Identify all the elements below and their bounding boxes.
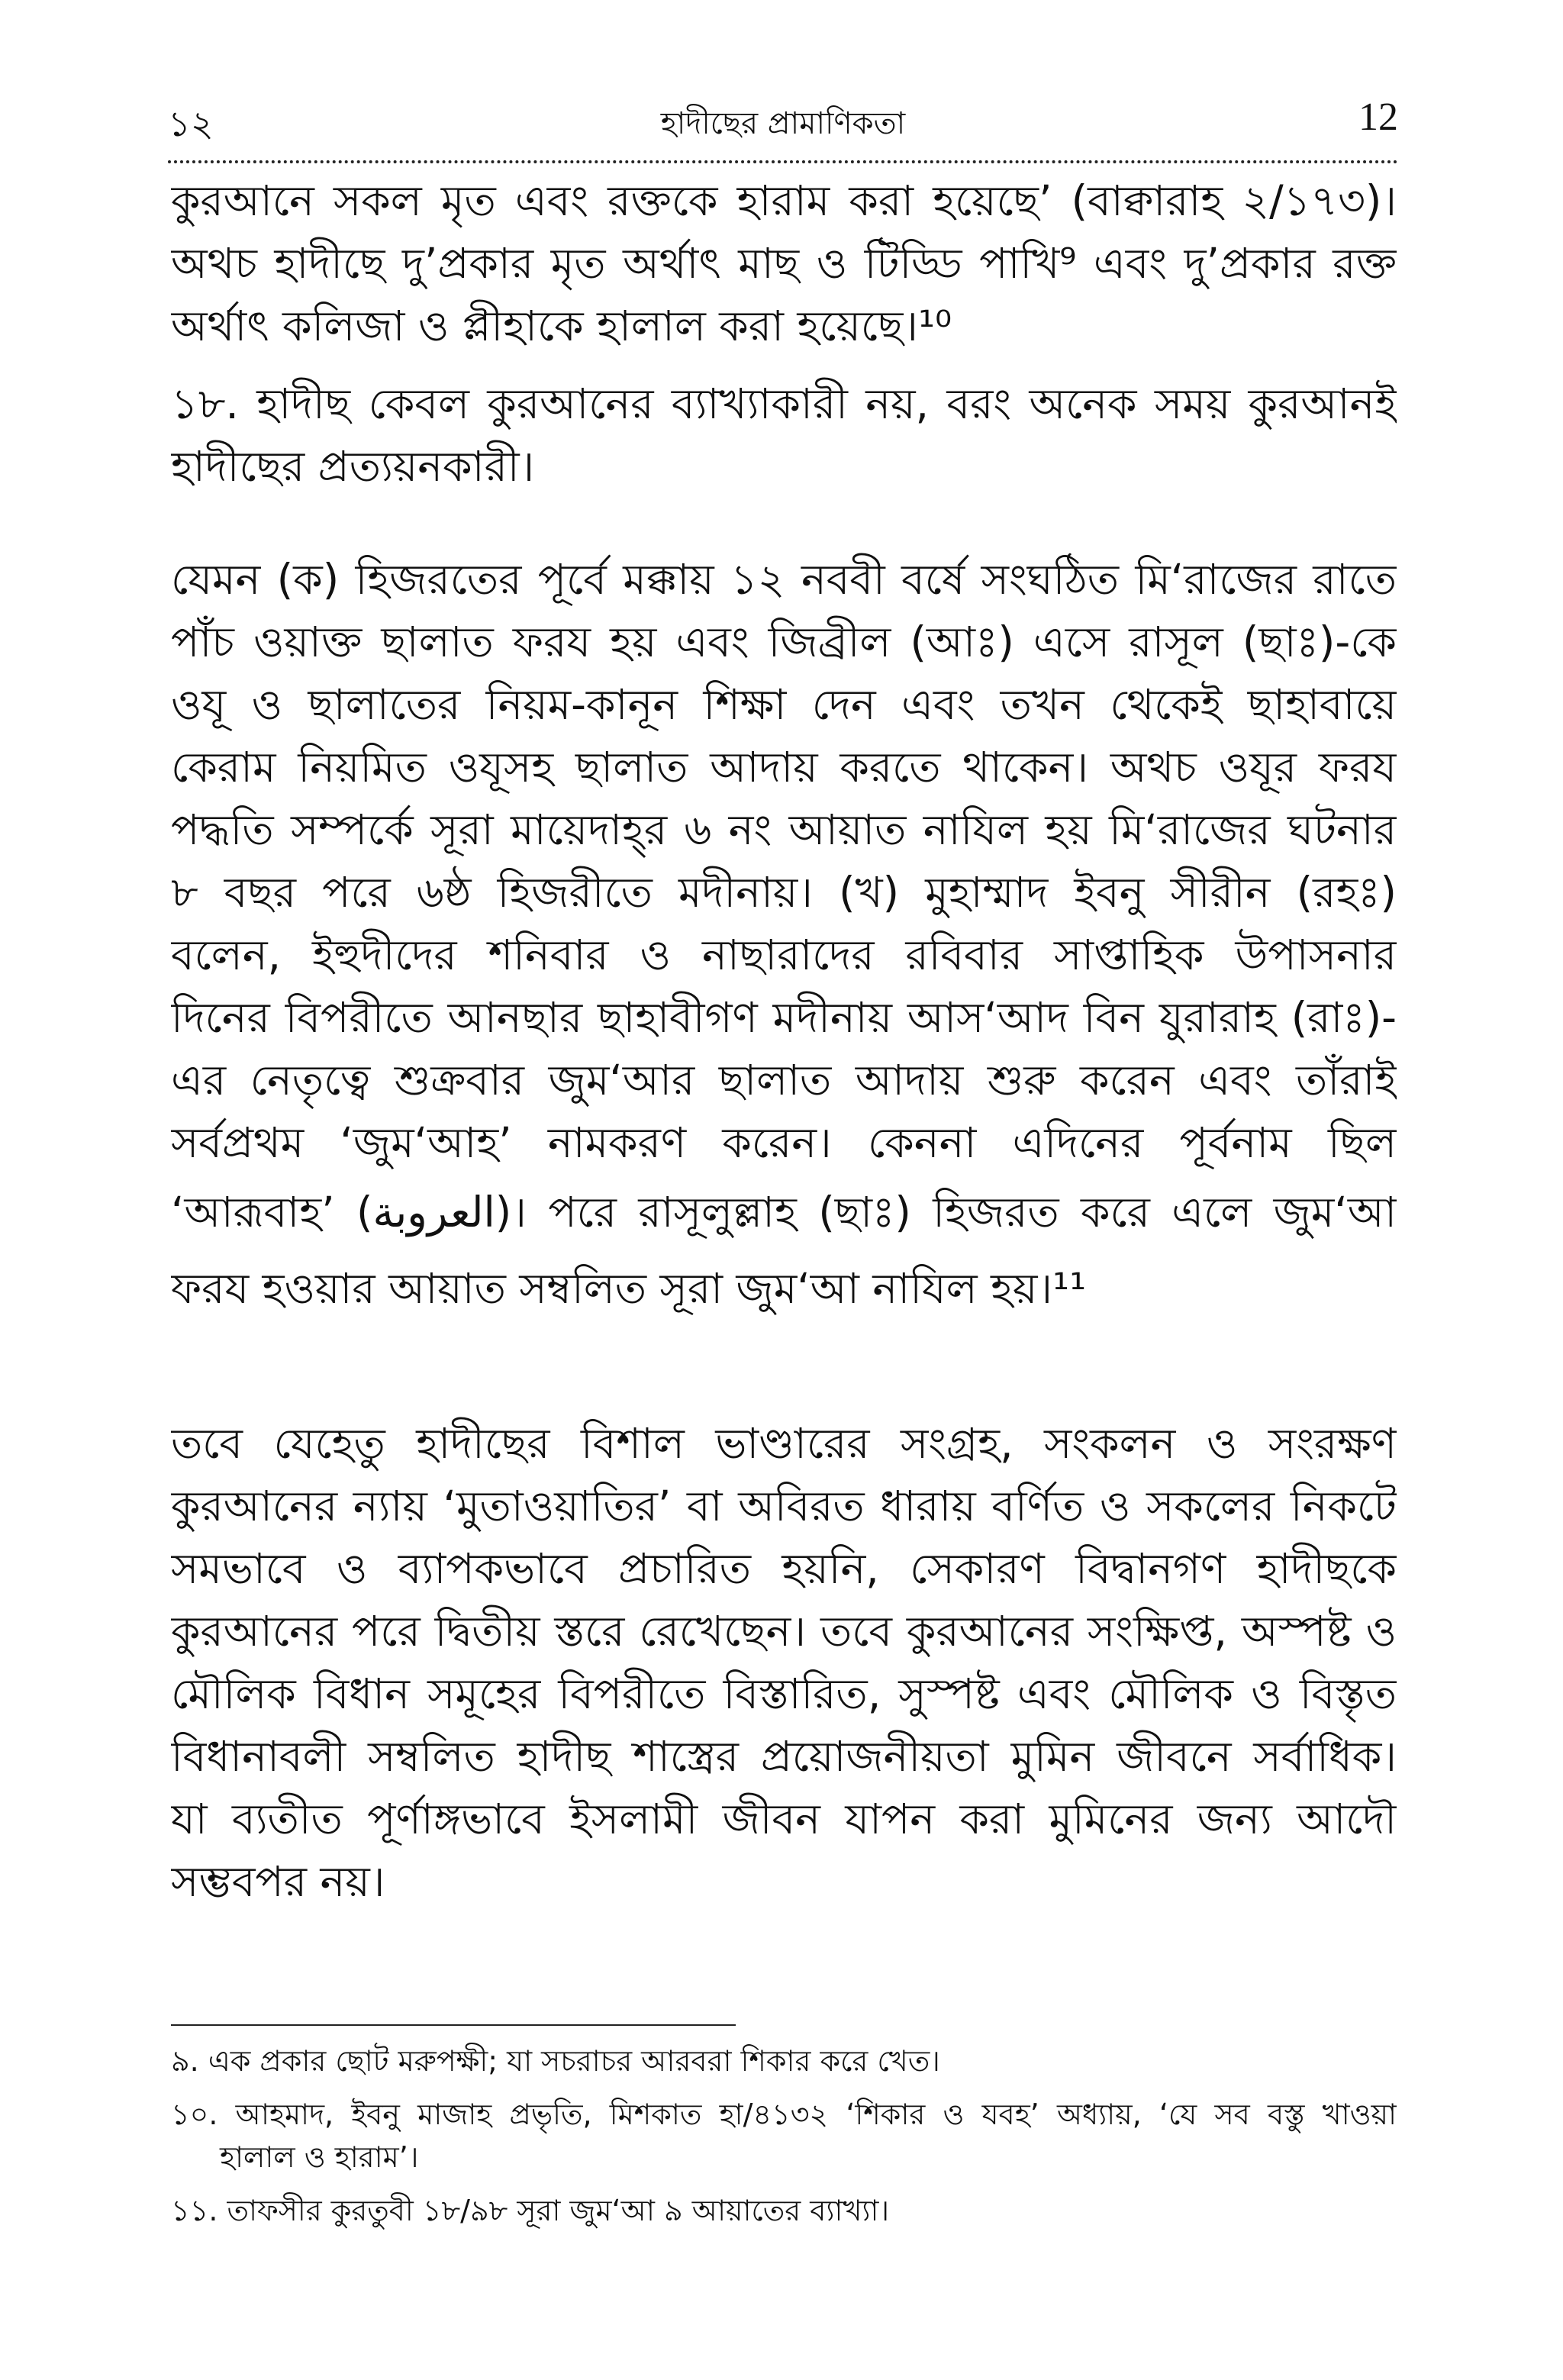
text-line: সম্ভবপর নয়। — [171, 1857, 385, 1906]
text-line: দিনের বিপরীতে আনছার ছাহাবীগণ মদীনায় আস‘আদ বিন যুরারাহ (রাঃ)- — [171, 993, 1397, 1042]
running-header — [168, 90, 1398, 156]
text-line: হাদীছের প্রত্যয়নকারী। — [171, 442, 535, 491]
footnote-11: ১১. তাফসীর কুরতুবী ১৮/৯৮ সূরা জুম‘আ ৯ আয়াতের ব্যাখ্যা। — [171, 2194, 890, 2227]
paragraph-3 — [171, 548, 1397, 1327]
text-line: তবে যেহেতু হাদীছের বিশাল ভাণ্ডারের সংগ্রহ, সংকলন ও সংরক্ষণ — [171, 1419, 1397, 1468]
page-number-bengali: ১২ — [168, 103, 214, 144]
text-line: কুরআনের পরে দ্বিতীয় স্তরে রেখেছেন। তবে কুরআনের সংক্ষিপ্ত, অস্পষ্ট ও — [171, 1607, 1397, 1656]
text-line: ‘আরূবাহ’ (العروبة)। পরে রাসূলুল্লাহ (ছাঃ) হিজরত করে এলে জুম‘আ — [171, 1188, 1397, 1237]
text-line: কেরাম নিয়মিত ওযূসহ ছালাত আদায় করতে থাকেন। অথচ ওযূর ফরয — [171, 743, 1397, 792]
footnote-9: ৯. এক প্রকার ছোট মরুপক্ষী; যা সচরাচর আরবরা শিকার করে খেত। — [171, 2044, 940, 2078]
text-line: ফরয হওয়ার আয়াত সম্বলিত সূরা জুম‘আ নাযিল হয়।¹¹ — [171, 1264, 1087, 1313]
text-line: কুরআনের ন্যায় ‘মুতাওয়াতির’ বা অবিরত ধারায় বর্ণিত ও সকলের নিকটে — [171, 1482, 1397, 1530]
text-line: পাঁচ ওয়াক্ত ছালাত ফরয হয় এবং জিব্রীল (আঃ) এসে রাসূল (ছাঃ)-কে — [171, 618, 1397, 666]
text-line: বিধানাবলী সম্বলিত হাদীছ শাস্ত্রের প্রয়োজনীয়তা মুমিন জীবনে সর্বাধিক। — [171, 1732, 1397, 1781]
paragraph-1 — [171, 169, 1397, 357]
footnote-separator — [171, 2024, 736, 2026]
running-title: হাদীছের প্রামাণিকতা — [660, 106, 906, 141]
text-line: ওযূ ও ছালাতের নিয়ম-কানূন শিক্ষা দেন এবং তখন থেকেই ছাহাবায়ে — [171, 680, 1397, 729]
text-line: এর নেতৃত্বে শুক্রবার জুম‘আর ছালাত আদায় শুরু করেন এবং তাঁরাই — [171, 1056, 1397, 1105]
text-line: অথচ হাদীছে দু’প্রকার মৃত অর্থাৎ মাছ ও টিড্ডি পাখি⁹ এবং দু’প্রকার রক্ত — [171, 239, 1397, 288]
paragraph-2-point-18 — [171, 372, 1397, 498]
text-line: অর্থাৎ কলিজা ও প্লীহাকে হালাল করা হয়েছে।¹⁰ — [171, 302, 952, 350]
footnote-10-continued: হালাল ও হারাম’। — [220, 2140, 419, 2174]
text-line: বলেন, ইহুদীদের শনিবার ও নাছারাদের রবিবার সাপ্তাহিক উপাসনার — [171, 930, 1397, 979]
text-line: ১৮. হাদীছ কেবল কুরআনের ব্যাখ্যাকারী নয়, বরং অনেক সময় কুরআনই — [171, 379, 1397, 428]
text-line: যেমন (ক) হিজরতের পূর্বে মক্কায় ১২ নববী বর্ষে সংঘঠিত মি‘রাজের রাতে — [171, 555, 1397, 604]
text-line: সমভাবে ও ব্যাপকভাবে প্রচারিত হয়নি, সেকারণ বিদ্বানগণ হাদীছকে — [171, 1544, 1397, 1593]
footnote-10: ১০. আহমাদ, ইবনু মাজাহ প্রভৃতি, মিশকাত হা/৪১৩২ ‘শিকার ও যবহ’ অধ্যায়, ‘যে সব বস্তু খাওয়া — [171, 2098, 1397, 2131]
header-dotted-rule — [168, 160, 1398, 163]
paragraph-4 — [171, 1412, 1397, 1913]
page-number: 12 — [1358, 95, 1398, 139]
text-line: সর্বপ্রথম ‘জুম‘আহ’ নামকরণ করেন। কেননা এদিনের পূর্বনাম ছিল — [171, 1118, 1397, 1167]
text-line: মৌলিক বিধান সমূহের বিপরীতে বিস্তারিত, সুস্পষ্ট এবং মৌলিক ও বিস্তৃত — [171, 1669, 1397, 1718]
text-line: পদ্ধতি সম্পর্কে সূরা মায়েদাহ্‌র ৬ নং আয়াত নাযিল হয় মি‘রাজের ঘটনার — [171, 805, 1397, 854]
text-line: কুরআনে সকল মৃত এবং রক্তকে হারাম করা হয়েছে’ (বাক্বারাহ ২/১৭৩)। — [171, 176, 1397, 225]
footnotes — [171, 2040, 1397, 2232]
text-line: ৮ বছর পরে ৬ষ্ঠ হিজরীতে মদীনায়। (খ) মুহাম্মাদ ইবনু সীরীন (রহঃ) — [171, 868, 1397, 917]
text-line: যা ব্যতীত পূর্ণাঙ্গভাবে ইসলামী জীবন যাপন করা মুমিনের জন্য আদৌ — [171, 1795, 1397, 1843]
